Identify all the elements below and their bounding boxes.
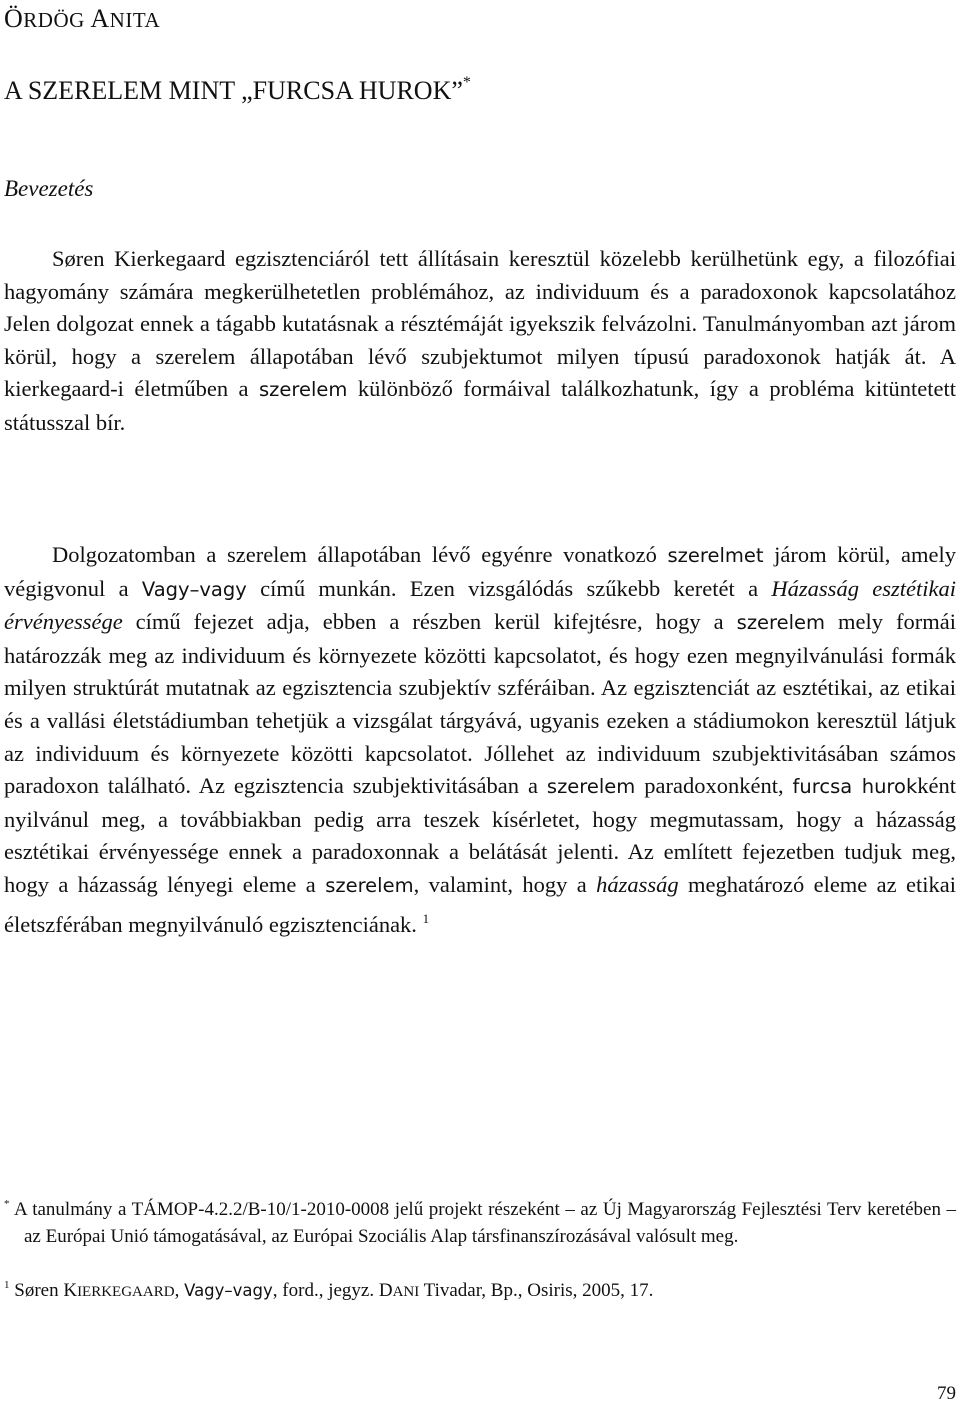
- footnote-ref-1: 1: [422, 910, 430, 926]
- title-text: A SZERELEM MINT „FURCSA HUROK”: [4, 76, 463, 105]
- footnote-star: * A tanulmány a TÁMOP-4.2.2/B-10/1-2010-0008 jelű projekt részeként – az Új Magyarország Fejlesztési Terv keretében – az Európai Unió támogatásával, az Európai Szociális Alap társfinanszírozásával valósult meg.: [4, 1198, 956, 1247]
- title-footnote-mark: *: [462, 74, 471, 91]
- author-name: ÖRDÖG ANITA: [4, 4, 161, 33]
- footnote-1: $^1$ Søren KIERKEGAARD, Vagy–vagy, ford., jegyz. DANI Tivadar, Bp., Osiris, 2005, 17.: [4, 1279, 654, 1301]
- paragraph-intro: Søren Kierkegaard egzisztenciáról tett állításain keresztül közelebb kerülhetünk egy, a filozófiai hagyomány számára megkerülhetetlen problémához, az individuum és a paradoxonok kapcsolatához Jelen dolgozat ennek a tágabb kutatásnak a résztémáját igyekszik felvázolni. Tanulmányomban azt járom körül, hogy a szerelem állapotában lévő szubjektumot milyen típusú paradoxonok hatják át. A kierkegaard-i életműben a szerelem különböző formáival találkozhatunk, így a probléma kitüntetett státusszal bír.: [4, 246, 956, 435]
- section-heading: Bevezetés: [4, 176, 94, 201]
- page-number: 79: [937, 1383, 956, 1404]
- paragraph-main: Dolgozatomban a szerelem állapotában lévő egyénre vonatkozó szerelmet járom körül, amely végigvonul a Vagy–vagy című munkán. Ezen vizsgálódás szűkebb keretét a Házasság esztétikai érvényessége című fejezet adja, ebben a részben kerül kifejtésre, hogy a szerelem mely formái határozzák meg az individuum és környezete közötti kapcsolatot, és hogy ezen megnyilvánulási formák milyen struktúrát mutatnak az egzisztencia szubjektív szféráiban. Az egzisztenciát az esztétikai, az etikai és a vallási életstádiumban tehetjük a vizsgálat tárgyává, ugyanis ezeken a stádiumokon keresztül látjuk az individuum és környezete közötti kapcsolatot. Jóllehet az individuum szubjektivitásában számos paradoxon található. Az egzisztencia szubjektivitásában a szerelem paradoxonként, furcsa hurokként nyilvánul meg, a továbbiakban pedig arra teszek kísérletet, hogy megmutassam, hogy a házasság esztétikai érvényessége ennek a paradoxonnak a belátását jelenti. Az említett fejezetben tudjuk meg, hogy a házasság lényegi eleme a szerelem, valamint, hogy a házasság meghatározó eleme az etikai életszférában megnyilvánuló egzisztenciának. $^1$: [4, 542, 957, 937]
- article-title: [4, 74, 471, 106]
